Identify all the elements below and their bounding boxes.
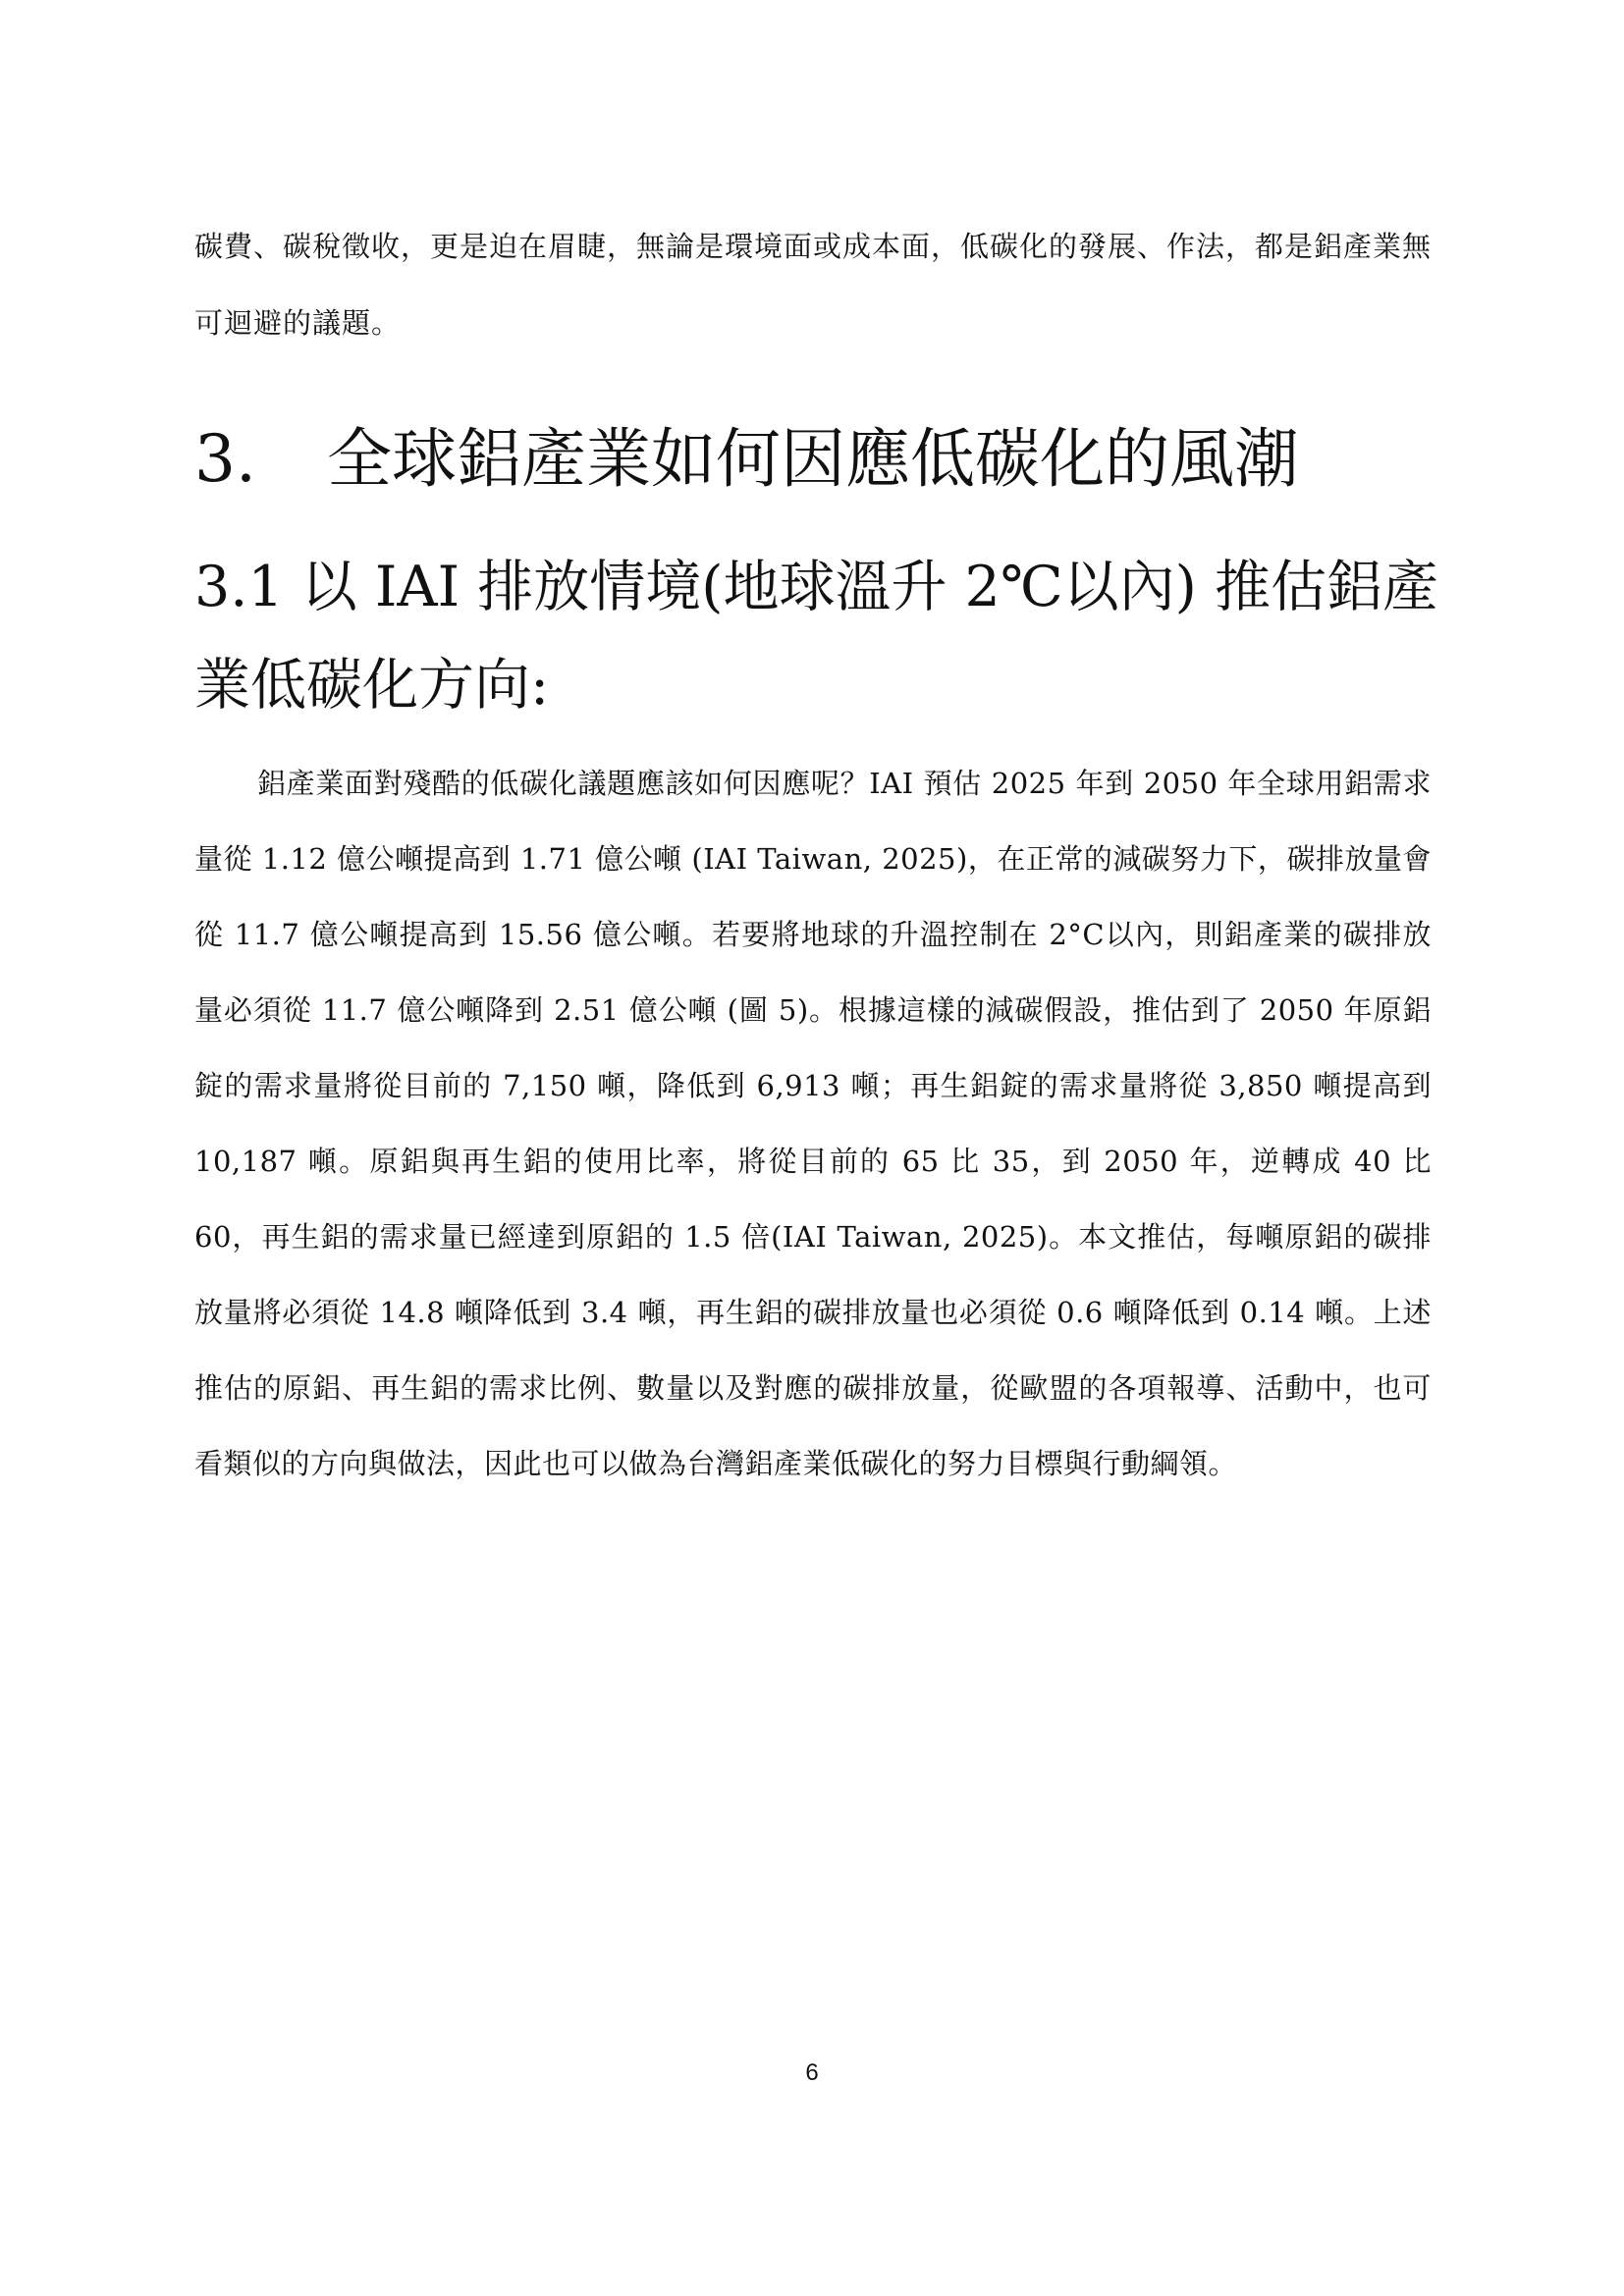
section-number: 3. (194, 421, 256, 497)
subsection-heading: 3.1 以 IAI 排放情境(地球溫升 2℃以內) 推估鋁產業低碳化方向: (194, 555, 1438, 718)
section-heading (194, 420, 1451, 499)
intro-paragraph: 碳費、碳稅徵收，更是迫在眉睫，無論是環境面或成本面，低碳化的發展、作法，都是鋁產業無可迴避的議題。 (194, 230, 1433, 340)
body-paragraph: 鋁產業面對殘酷的低碳化議題應該如何因應呢？IAI 預估 2025 年到 2050 年全球用鋁需求量從 1.12 億公噸提高到 1.71 億公噸 (IAI Taiwan, 2025)，在正常的減碳努力下，碳排放量會從 11.7 億公噸提高到 15.56 億公噸。若要將地球的升溫控制在 2°C以內，則鋁產業的碳排放量必須從 11.7 億公噸降到 2.51 億公噸 (圖 5)。根據這樣的減碳假設，推估到了 2050 年原鋁錠的需求量將從目前的 7,150 噸，降低到 6,913 噸；再生鋁錠的需求量將從 3,850 噸提高到 10,187 噸。原鋁與再生鋁的使用比率，將從目前的 65 比 35，到 2050 年，逆轉成 40 比 60，再生鋁的需求量已經達到原鋁的 1.5 倍(IAI Taiwan, 2025)。本文推估，每噸原鋁的碳排放量將必須從 14.8 噸降低到 3.4 噸，再生鋁的碳排放量也必須從 0.6 噸降低到 0.14 噸。上述推估的原鋁、再生鋁的需求比例、數量以及對應的碳排放量，從歐盟的各項報導、活動中，也可看類似的方向與做法，因此也可以做為台灣鋁產業低碳化的努力目標與行動綱領。 (194, 767, 1432, 1480)
section-title: 全球鋁產業如何因應低碳化的風潮 (327, 421, 1299, 497)
page-number: 6 (805, 2059, 819, 2086)
